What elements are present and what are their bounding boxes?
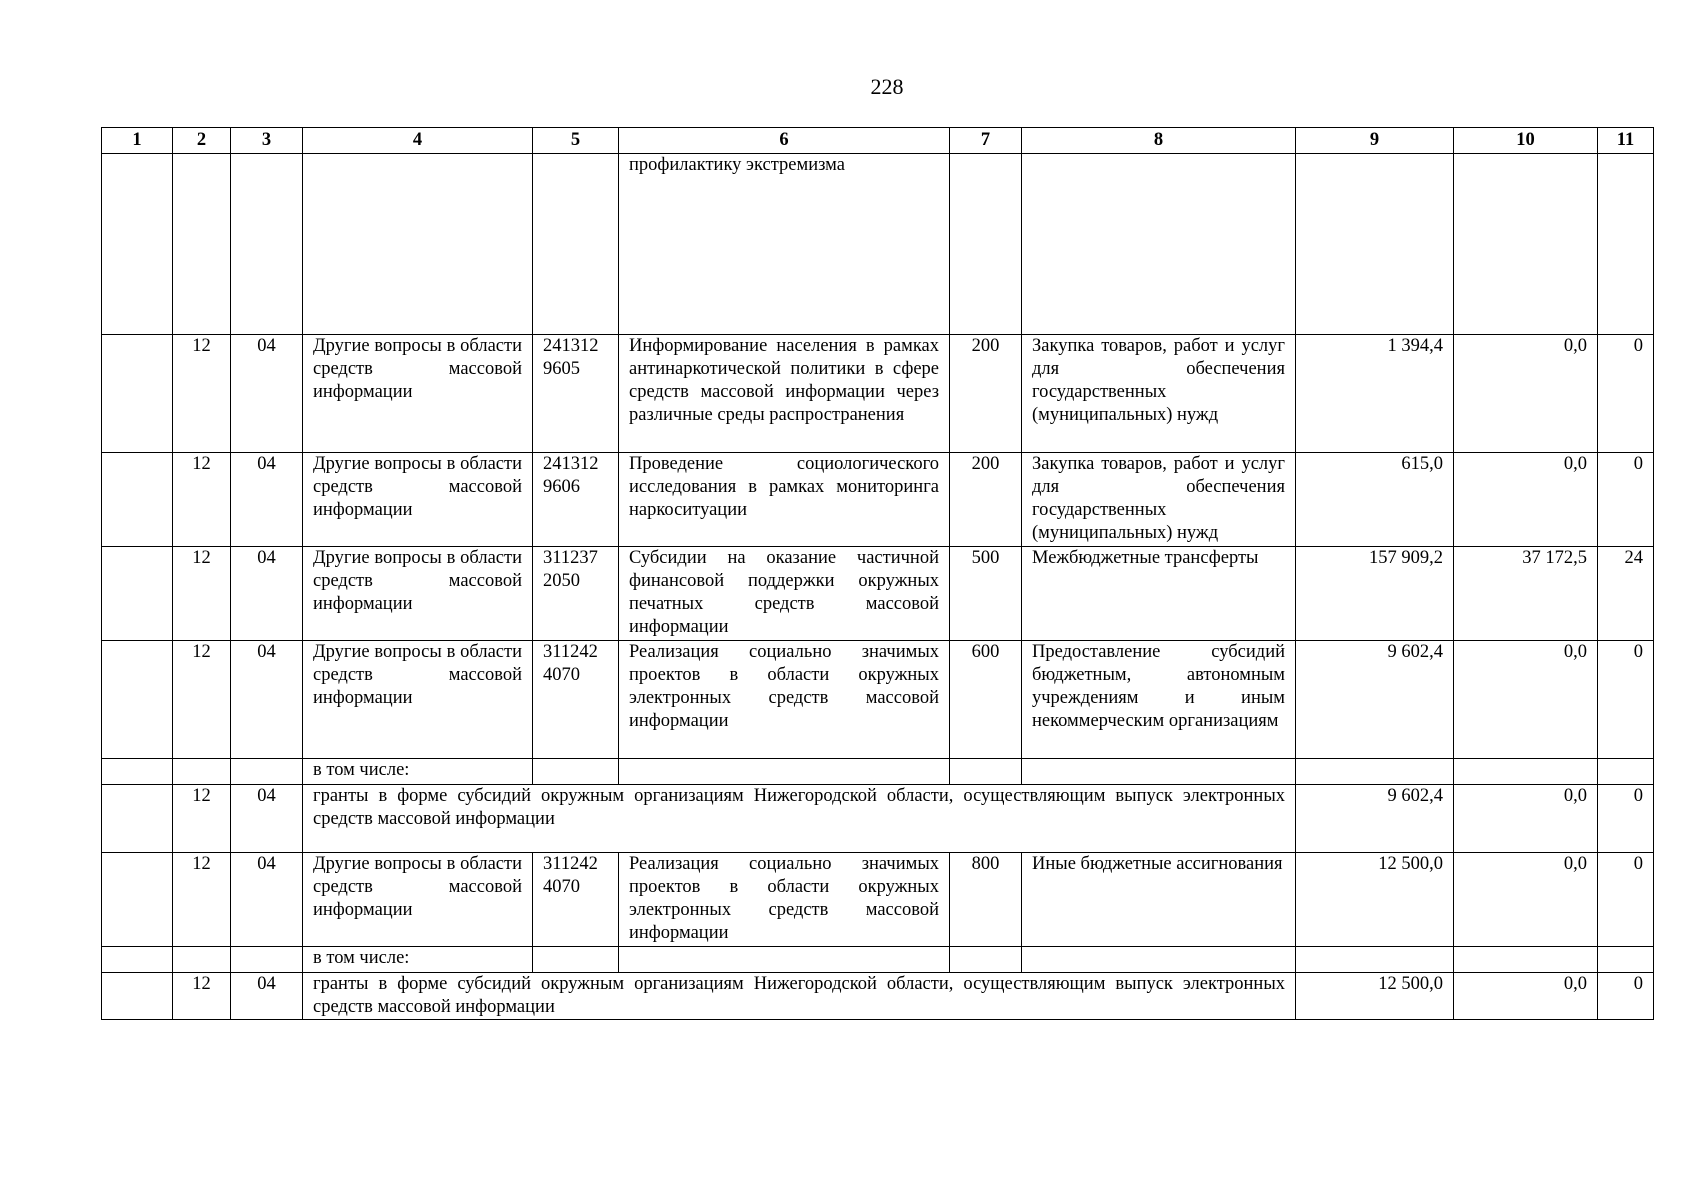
target-code: 241312 9606: [533, 453, 619, 547]
target-code: 311237 2050: [533, 547, 619, 641]
amount-col10: 0,0: [1454, 641, 1598, 759]
expense-type-code: 600: [950, 641, 1022, 759]
table-row: [102, 547, 1654, 641]
table-row: [102, 453, 1654, 547]
expense-type-name: Предоставление субсидий бюджетным, автономным учреждениям и иным некоммерческим организациям: [1022, 641, 1296, 759]
grant-description: гранты в форме субсидий окружным организациям Нижегородской области, осуществляющим выпуск электронных средств массовой информации: [303, 785, 1296, 853]
amount-col9: 1 394,4: [1296, 335, 1454, 453]
section-code: 12: [173, 641, 231, 759]
including-label: в том числе:: [303, 947, 533, 973]
item-description: Проведение социологического исследования в рамках мониторинга наркоситуации: [619, 453, 950, 547]
subsection-code: 04: [231, 853, 303, 947]
expense-type-code: 200: [950, 453, 1022, 547]
amount-col9: 9 602,4: [1296, 641, 1454, 759]
amount-col11: 0: [1598, 453, 1654, 547]
amount-col9: 9 602,4: [1296, 785, 1454, 853]
subsection-code: 04: [231, 641, 303, 759]
section-code: 12: [173, 785, 231, 853]
table-row-grant: [102, 785, 1654, 853]
header-col-11: 11: [1598, 128, 1654, 154]
expense-type-name: Закупка товаров, работ и услуг для обеспечения государственных (муниципальных) нужд: [1022, 335, 1296, 453]
table-row-including: [102, 759, 1654, 785]
amount-col9: 12 500,0: [1296, 853, 1454, 947]
header-col-4: 4: [303, 128, 533, 154]
amount-col10: 37 172,5: [1454, 547, 1598, 641]
amount-col10: 0,0: [1454, 973, 1598, 1020]
header-col-6: 6: [619, 128, 950, 154]
subsection-code: 04: [231, 547, 303, 641]
section-name: Другие вопросы в области средств массовой информации: [303, 335, 533, 453]
amount-col10: 0,0: [1454, 853, 1598, 947]
expense-type-code: 500: [950, 547, 1022, 641]
section-code: 12: [173, 335, 231, 453]
subsection-code: 04: [231, 335, 303, 453]
amount-col9: 12 500,0: [1296, 973, 1454, 1020]
item-description: Реализация социально значимых проектов в области окружных электронных средств массовой информации: [619, 853, 950, 947]
section-name: Другие вопросы в области средств массовой информации: [303, 547, 533, 641]
target-code: 241312 9605: [533, 335, 619, 453]
amount-col11: 0: [1598, 785, 1654, 853]
table-row-grant: [102, 973, 1654, 1020]
header-col-7: 7: [950, 128, 1022, 154]
amount-col9: 615,0: [1296, 453, 1454, 547]
section-code: 12: [173, 453, 231, 547]
header-col-2: 2: [173, 128, 231, 154]
table-row-continuation: [102, 154, 1654, 335]
amount-col11: 24: [1598, 547, 1654, 641]
target-code: 311242 4070: [533, 853, 619, 947]
header-col-5: 5: [533, 128, 619, 154]
section-code: 12: [173, 853, 231, 947]
table-row: [102, 853, 1654, 947]
amount-col9: 157 909,2: [1296, 547, 1454, 641]
subsection-code: 04: [231, 973, 303, 1020]
expense-type-name: Межбюджетные трансферты: [1022, 547, 1296, 641]
grant-description: гранты в форме субсидий окружным организациям Нижегородской области, осуществляющим выпуск электронных средств массовой информации: [303, 973, 1296, 1020]
amount-col11: 0: [1598, 335, 1654, 453]
amount-col10: 0,0: [1454, 453, 1598, 547]
item-description: Субсидии на оказание частичной финансовой поддержки окружных печатных средств массовой информации: [619, 547, 950, 641]
subsection-code: 04: [231, 453, 303, 547]
continuation-text: профилактику экстремизма: [619, 154, 950, 335]
expense-type-name: Закупка товаров, работ и услуг для обеспечения государственных (муниципальных) нужд: [1022, 453, 1296, 547]
expense-type-code: 800: [950, 853, 1022, 947]
page-number: 228: [870, 74, 904, 99]
header-col-9: 9: [1296, 128, 1454, 154]
header-col-1: 1: [102, 128, 173, 154]
section-name: Другие вопросы в области средств массовой информации: [303, 453, 533, 547]
header-col-10: 10: [1454, 128, 1598, 154]
expense-type-name: Иные бюджетные ассигнования: [1022, 853, 1296, 947]
table-row: [102, 641, 1654, 759]
budget-table: [101, 127, 1654, 1020]
amount-col11: 0: [1598, 853, 1654, 947]
amount-col10: 0,0: [1454, 785, 1598, 853]
including-label: в том числе:: [303, 759, 533, 785]
header-col-3: 3: [231, 128, 303, 154]
section-code: 12: [173, 973, 231, 1020]
amount-col10: 0,0: [1454, 335, 1598, 453]
table-row: [102, 335, 1654, 453]
section-name: Другие вопросы в области средств массовой информации: [303, 853, 533, 947]
subsection-code: 04: [231, 785, 303, 853]
table-header: [102, 128, 1654, 154]
item-description: Информирование населения в рамках антинаркотической политики в сфере средств массовой информации через различные среды распространения: [619, 335, 950, 453]
header-col-8: 8: [1022, 128, 1296, 154]
expense-type-code: 200: [950, 335, 1022, 453]
section-code: 12: [173, 547, 231, 641]
amount-col11: 0: [1598, 973, 1654, 1020]
section-name: Другие вопросы в области средств массовой информации: [303, 641, 533, 759]
item-description: Реализация социально значимых проектов в области окружных электронных средств массовой информации: [619, 641, 950, 759]
target-code: 311242 4070: [533, 641, 619, 759]
table-row-including: [102, 947, 1654, 973]
header-row: [102, 128, 1654, 154]
amount-col11: 0: [1598, 641, 1654, 759]
